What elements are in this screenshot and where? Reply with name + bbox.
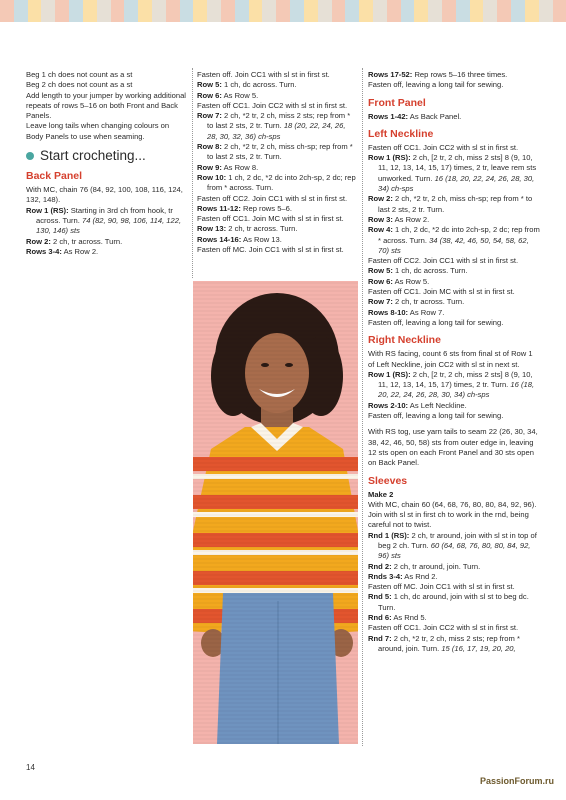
top-stripe-border (0, 0, 566, 22)
row-label: Rows 14-16: (197, 234, 242, 244)
stripe-segment (345, 0, 359, 22)
row-instruction (197, 224, 357, 234)
page-number: 14 (26, 763, 35, 772)
instruction-line: Fasten off, leaving a long tail for sewing. (368, 317, 504, 327)
left-neckline-heading: Left Neckline (368, 127, 434, 140)
row-instruction (26, 247, 188, 257)
instruction-line: Fasten off CC1. Join CC2 with sl st in first st. (197, 100, 348, 110)
stripe-segment (318, 0, 332, 22)
column-divider (362, 68, 363, 746)
instruction-line: With RS facing, count 6 sts from final st of Row 1 of Left Neckline, join CC2 with sl st in next st. (368, 349, 533, 369)
stripe-segment (539, 0, 553, 22)
row-label: Rows 17-52: (368, 70, 413, 79)
row-instruction (368, 112, 540, 122)
stripe-segment (290, 0, 304, 22)
column-2 (197, 70, 357, 255)
note-line: Add length to your jumper by working additional repeats of rows 5–16 on both Front and Back Panels. (26, 90, 186, 121)
row-text: Rep rows 5–16 three times. (412, 70, 508, 79)
row-text: As Row 5. (221, 90, 259, 100)
stripe-segment (124, 0, 138, 22)
row-label: Rnd 2: (368, 561, 392, 571)
instruction-line: With RS tog, use yarn tails to seam 22 (26, 30, 34, 38, 42, 46, 50, 58) sts from outer edge in, leaving 12 sts open on each Front Panel and 30 sts open on Back Panel. (368, 427, 538, 468)
footer-watermark: PassionForum.ru (479, 776, 554, 786)
row-label: Row 3: (368, 214, 393, 224)
row-text: As Rnd 2. (402, 571, 438, 581)
row-instruction (197, 111, 357, 142)
row-instruction (197, 142, 357, 163)
instruction-line: Fasten off. Join CC1 with sl st in first st. (197, 70, 330, 79)
stripe-segment (249, 0, 263, 22)
stripe-segment (41, 0, 55, 22)
stripe-segment (525, 0, 539, 22)
bullet-dot-icon (26, 152, 34, 160)
row-label: Rows 11-12: (197, 203, 241, 213)
row-label: Rows 8-10: (368, 307, 409, 317)
row-instruction (368, 592, 540, 613)
row-label: Rnd 1 (RS): (368, 530, 410, 540)
row-label: Row 7: (197, 111, 222, 121)
row-instruction (197, 80, 357, 90)
row-instruction (368, 634, 540, 655)
row-label: Row 13: (197, 224, 227, 234)
row-text: As Row 5. (392, 276, 430, 286)
row-text: As Back Panel. (408, 111, 462, 121)
row-label: Row 1 (RS): (368, 153, 411, 163)
stripe-segment (83, 0, 97, 22)
row-instruction (197, 163, 357, 173)
row-text: As Row 7. (408, 307, 445, 317)
row-instruction (368, 613, 540, 623)
row-label: Row 10: (197, 172, 227, 182)
row-instruction (368, 531, 540, 562)
stripe-segment (470, 0, 484, 22)
sleeves-heading: Sleeves (368, 474, 408, 487)
row-text: 2 ch, tr across. Turn. (392, 297, 465, 307)
stripe-segment (55, 0, 69, 22)
note-line: Beg 2 ch does not count as a st (26, 80, 133, 90)
column-1 (26, 70, 188, 257)
row-text: 1 ch, dc across. Turn. (392, 266, 468, 276)
stripe-segment (304, 0, 318, 22)
stripe-segment (483, 0, 497, 22)
stripe-segment (428, 0, 442, 22)
row-label: Row 6: (368, 276, 393, 286)
row-instruction (368, 297, 540, 307)
instruction-line: With MC, chain 60 (64, 68, 76, 80, 80, 84, 92, 96). Join with sl st in first ch to work in the rnd, being careful not to twist. (368, 499, 537, 530)
stripe-segment (332, 0, 346, 22)
instruction-line: Fasten off MC. Join CC1 with sl st in first st. (197, 245, 344, 255)
row-instruction (368, 401, 540, 411)
row-text: As Row 13. (241, 234, 282, 244)
row-text: 1 ch, 2 dc, *2 dc into 2ch-sp, 2 dc; rep from * across. Turn. (207, 172, 356, 193)
instruction-line: Fasten off CC1. Join MC with sl st in first st. (197, 214, 344, 224)
row-text: 2 ch, *2 tr, 2 ch, miss ch-sp; rep from * to last 2 sts, 2 tr. Turn. (378, 194, 533, 214)
row-label: Rows 2-10: (368, 400, 409, 410)
row-label: Row 7: (368, 297, 393, 307)
stripe-segment (111, 0, 125, 22)
row-instruction (368, 370, 540, 401)
row-count: 60 (64, 68, 76, 80, 80, 84, 92, 96) sts (378, 540, 531, 561)
stripe-segment (401, 0, 415, 22)
stripe-segment (207, 0, 221, 22)
stripe-segment (69, 0, 83, 22)
row-text: 2 ch, *2 tr, 2 ch, miss 2 sts; rep from * to last 2 sts, 2 tr. Turn. (207, 111, 351, 131)
start-heading-text: Start crocheting... (40, 148, 146, 164)
row-label: Rnds 3-4: (368, 571, 403, 581)
row-label: Row 6: (197, 90, 222, 100)
stripe-segment (276, 0, 290, 22)
stripe-segment (511, 0, 525, 22)
instruction-line: Fasten off MC. Join CC1 with sl st in first st. (368, 582, 515, 592)
row-text: 2 ch, [2 tr, 2 ch, miss 2 sts] 8 (9, 10, 11, 12, 13, 14, 15, 17) times, 2 tr, leave rem sts unworked. Turn. (378, 153, 537, 183)
row-text: Rep rows 5–6. (240, 203, 292, 213)
row-label: Row 9: (197, 162, 222, 172)
row-text: 2 ch, tr across. Turn. (226, 224, 298, 234)
stripe-segment (262, 0, 276, 22)
stripe-segment (166, 0, 180, 22)
row-instruction (368, 562, 540, 572)
instruction-line: Fasten off CC2. Join CC1 with sl st in first st. (368, 256, 519, 266)
column-3 (368, 70, 540, 654)
row-instruction (368, 225, 540, 256)
start-crocheting-heading (26, 148, 188, 164)
row-text: As Row 2. (392, 214, 430, 224)
stripe-segment (497, 0, 511, 22)
stripe-segment (180, 0, 194, 22)
row-label: Rnd 5: (368, 592, 392, 602)
stripe-segment (138, 0, 152, 22)
stripe-segment (97, 0, 111, 22)
row-text: 2 ch, tr across. Turn. (50, 236, 123, 246)
row-text: 1 ch, dc around, join with sl st to beg dc. Turn. (378, 592, 529, 612)
row-instruction (368, 308, 540, 318)
row-text: 2 ch, [2 tr, 2 ch, miss 2 sts] 8 (9, 10, 11, 12, 13, 14, 15, 17) times, 2 tr. Turn. (378, 369, 533, 390)
row-label: Rows 3-4: (26, 246, 62, 256)
row-text: As Rnd 5. (391, 613, 427, 623)
row-text: As Row 2. (61, 246, 99, 256)
stripe-segment (28, 0, 42, 22)
row-instruction (197, 204, 357, 214)
row-count: 34 (38, 42, 46, 50, 54, 58, 62, 70) sts (378, 235, 529, 255)
row-instruction (197, 173, 357, 194)
instruction-line: Fasten off, leaving a long tail for sewing. (368, 80, 504, 90)
row-text: 1 ch, dc across. Turn. (221, 80, 297, 90)
model-photo (193, 281, 358, 744)
row-instruction (368, 153, 540, 194)
stripe-segment (152, 0, 166, 22)
row-count: 74 (82, 90, 98, 106, 114, 122, 130, 146) sts (36, 215, 182, 236)
row-count: 16 (18, 20, 22, 24, 26, 28, 30, 34) ch-sps (378, 173, 535, 194)
row-text: 2 ch, *2 tr, 2 ch, miss ch-sp; rep from * to last 2 sts, 2 tr. Turn. (207, 142, 353, 162)
stripe-segment (442, 0, 456, 22)
stripe-segment (387, 0, 401, 22)
row-instruction (26, 237, 188, 247)
row-text: 2 ch, tr around, join. Turn. (391, 561, 481, 571)
row-instruction (368, 70, 540, 80)
stripe-segment (193, 0, 207, 22)
row-instruction (197, 235, 357, 245)
row-instruction (368, 194, 540, 215)
stripe-segment (373, 0, 387, 22)
row-label: Row 1 (RS): (26, 205, 69, 215)
row-text: Starting in 3rd ch from hook, tr across. Turn. (36, 205, 173, 225)
instruction-line: Fasten off CC2. Join CC1 with sl st in first st. (197, 193, 348, 203)
make-count: Make 2 (368, 489, 394, 499)
row-count: 15 (16, 17, 19, 20, 20, (441, 643, 516, 653)
back-panel-heading: Back Panel (26, 170, 83, 183)
front-panel-heading: Front Panel (368, 96, 426, 109)
stripe-segment (14, 0, 28, 22)
row-text: 1 ch, 2 dc, *2 dc into 2ch-sp, 2 dc; rep from * across. Turn. (378, 225, 540, 245)
row-instruction (26, 206, 188, 237)
row-label: Rnd 7: (368, 633, 392, 643)
instruction-line: Fasten off CC1. Join CC2 with sl st in first st. (368, 142, 519, 152)
instruction-line: Fasten off CC1. Join MC with sl st in first st. (368, 287, 515, 297)
note-line: Beg 1 ch does not count as a st (26, 70, 133, 79)
stripe-segment (359, 0, 373, 22)
row-label: Rnd 6: (368, 613, 392, 623)
row-count: 16 (18, 20, 22, 24, 26, 28, 30, 34) ch-sps (378, 380, 535, 400)
row-label: Row 2: (368, 194, 393, 204)
row-label: Row 1 (RS): (368, 369, 411, 379)
stripe-segment (235, 0, 249, 22)
row-text: 2 ch, *2 tr, 2 ch, miss 2 sts; rep from * around, join. Turn. (378, 633, 520, 653)
row-count: 18 (20, 22, 24, 26, 28, 30, 32, 36) ch-sps (207, 121, 346, 141)
row-text: 2 ch, tr around, join with sl st in top of beg 2 ch. Turn. (378, 530, 537, 550)
instruction-line: Fasten off CC1. Join CC2 with sl st in first st. (368, 623, 519, 633)
stripe-segment (221, 0, 235, 22)
instruction-line: Fasten off, leaving a long tail for sewing. (368, 411, 504, 421)
column-divider (192, 68, 193, 278)
row-label: Rows 1-42: (368, 111, 409, 121)
row-instruction (368, 266, 540, 276)
row-instruction (368, 215, 540, 225)
row-instruction (368, 277, 540, 287)
row-label: Row 2: (26, 236, 51, 246)
row-label: Row 8: (197, 142, 222, 152)
back-panel-intro: With MC, chain 76 (84, 92, 100, 108, 116, 124, 132, 148). (26, 185, 183, 205)
row-instruction (368, 572, 540, 582)
row-label: Row 5: (368, 266, 393, 276)
stripe-segment (456, 0, 470, 22)
row-text: As Left Neckline. (408, 400, 467, 410)
stripe-segment (414, 0, 428, 22)
note-line: Leave long tails when changing colours on Body Panels to use when seaming. (26, 121, 170, 141)
row-label: Row 4: (368, 225, 393, 235)
right-neckline-heading: Right Neckline (368, 334, 441, 347)
stripe-segment (0, 0, 14, 22)
row-instruction (197, 91, 357, 101)
row-text: As Row 8. (221, 162, 259, 172)
row-label: Row 5: (197, 80, 222, 90)
stripe-segment (553, 0, 566, 22)
